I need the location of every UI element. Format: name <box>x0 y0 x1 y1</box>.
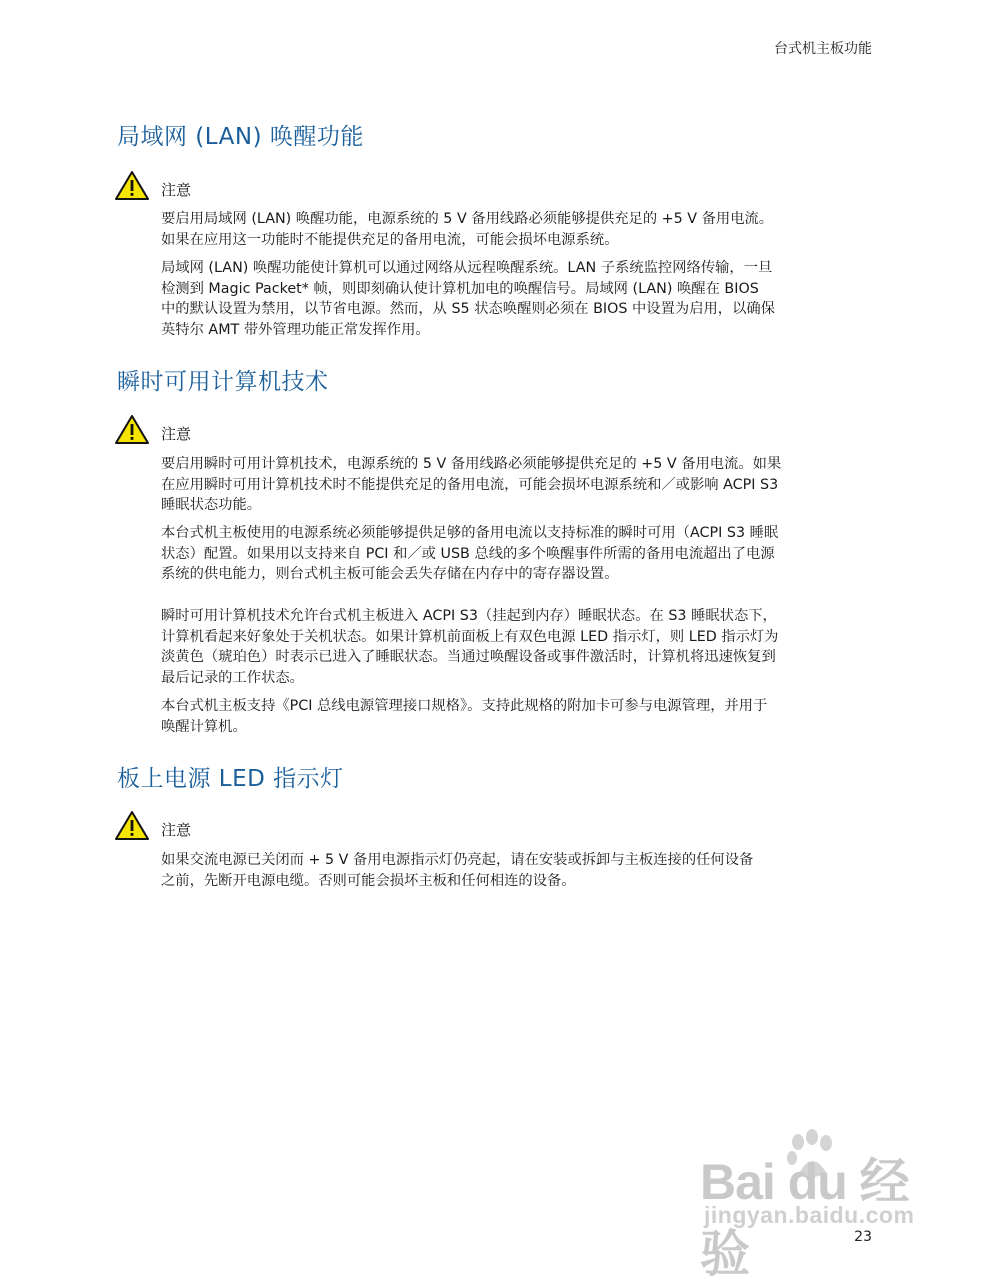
note-heading <box>114 810 191 841</box>
note-heading <box>114 170 191 201</box>
note-text: 如果交流电源已关闭而 + 5 V 备用电源指示灯仍亮起，请在安装或拆卸与主板连接的任何设备 之前，先断开电源电缆。否则可能会损坏主板和任何相连的设备。 <box>161 852 754 889</box>
body-paragraph: 瞬时可用计算机技术允许台式机主板进入 ACPI S3（挂起到内存）睡眠状态。在 S3 睡眠状态下， 计算机看起来好象处于关机状态。如果计算机前面板上有双色电源 LED 指示灯，则 LED 指示灯为 淡黄色（琥珀色）时表示已进入了睡眠状态。当通过唤醒设备或事件激活时，计算机将迅速恢复到 最后记录的工作状态。 <box>161 608 779 686</box>
body-paragraph: 本台式机主板支持《PCI 总线电源管理接口规格》。支持此规格的附加卡可参与电源管理，并用于 唤醒计算机。 <box>161 698 768 735</box>
running-header: 台式机主板功能 <box>774 41 872 57</box>
section-title-instantly-available: 瞬时可用计算机技术 <box>117 369 329 395</box>
body-paragraph: 局域网 (LAN) 唤醒功能使计算机可以通过网络从远程唤醒系统。LAN 子系统监控网络传输，一旦 检测到 Magic Packet* 帧，则即刻确认使计算机加电的唤醒信号。局域网 (LAN) 唤醒在 BIOS 中的默认设置为禁用，以节省电源。然而，从 S5 状态唤醒则必须在 BIOS 中设置为启用，以确保 英特尔 AMT 带外管理功能正常发挥作用。 <box>161 260 775 338</box>
warning-triangle-icon <box>114 414 150 445</box>
page-number: 23 <box>854 1229 872 1245</box>
note-label: 注意 <box>161 181 192 199</box>
watermark-url: jingyan.baidu.com <box>704 1202 915 1228</box>
note-label: 注意 <box>161 821 192 839</box>
note-label: 注意 <box>161 425 192 443</box>
section-title-lan-wake: 局域网 (LAN) 唤醒功能 <box>117 124 364 150</box>
watermark-logo: Bai du 经验 <box>700 1154 909 1282</box>
warning-triangle-icon <box>114 810 150 841</box>
baidu-watermark <box>700 1128 940 1282</box>
note-text: 要启用瞬时可用计算机技术，电源系统的 5 V 备用线路必须能够提供充足的 +5 V 备用电流。如果 在应用瞬时可用计算机技术时不能提供充足的备用电流，可能会损坏电源系统和／或影响 ACPI S3 睡眠状态功能。 <box>161 456 782 513</box>
note-heading <box>114 414 191 445</box>
body-paragraph: 本台式机主板使用的电源系统必须能够提供足够的备用电流以支持标准的瞬时可用（ACPI S3 睡眠 状态）配置。如果用以支持来自 PCI 和／或 USB 总线的多个唤醒事件所需的备用电流超出了电源 系统的供电能力，则台式机主板可能会丢失存储在内存中的寄存器设置。 <box>161 525 779 582</box>
warning-triangle-icon <box>114 170 150 201</box>
section-title-power-led: 板上电源 LED 指示灯 <box>117 766 344 792</box>
note-text: 要启用局域网 (LAN) 唤醒功能，电源系统的 5 V 备用线路必须能够提供充足的 +5 V 备用电流。 如果在应用这一功能时不能提供充足的备用电流，可能会损坏电源系统。 <box>161 211 774 248</box>
